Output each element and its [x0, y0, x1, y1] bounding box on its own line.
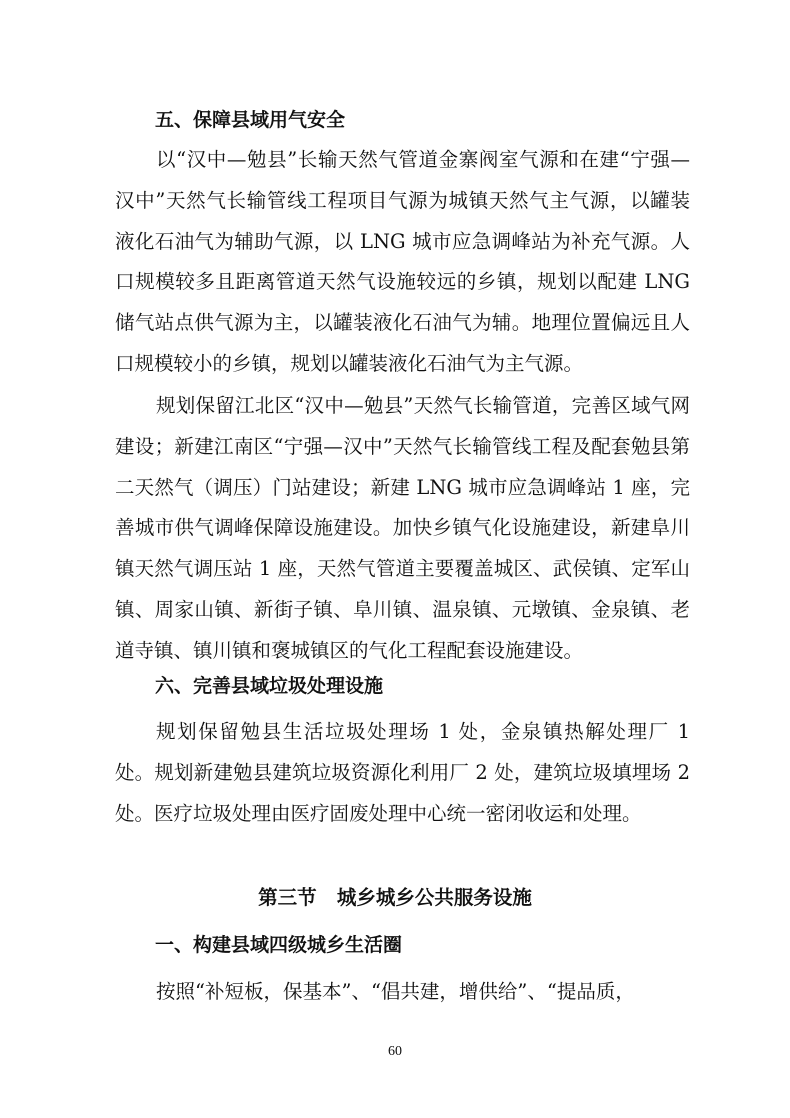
heading-6: 六、完善县域垃圾处理设施 [155, 675, 384, 697]
page-number: 60 [388, 1044, 402, 1059]
paragraph-waste: 规划保留勉县生活垃圾处理场 1 处，金泉镇热解处理厂 1 处。规划新建勉县建筑垃圾资源化利用厂 2 处，建筑垃圾填埋场 2 处。医疗垃圾处理由医疗固废处理中心统一密闭收运和处理。 [115, 720, 690, 825]
paragraph-gas-sources: 以“汉中—勉县”长输天然气管道金寨阀室气源和在建“宁强—汉中”天然气长输管线工程项目气源为城镇天然气主气源，以罐装液化石油气为辅助气源，以 LNG 城市应急调峰站为补充气源。人口规模较多且距离管道天然气设施较远的乡镇，规划以配建 LNG 储气站点供气源为主，以罐装液化石油气为辅。地理位置偏远且人口规模较小的乡镇，规划以罐装液化石油气为主气源。 [115, 148, 690, 375]
heading-5: 五、保障县域用气安全 [155, 109, 346, 131]
section-title: 第三节 城乡城乡公共服务设施 [258, 886, 532, 909]
heading-1: 一、构建县域四级城乡生活圈 [155, 934, 403, 956]
paragraph-living-circle: 按照“补短板，保基本”、“倡共建，增供给”、“提品质， [156, 980, 635, 1003]
paragraph-gas-network: 规划保留江北区“汉中—勉县”天然气长输管道，完善区域气网建设；新建江南区“宁强—汉中”天然气长输管线工程及配套勉县第二天然气（调压）门站建设；新建 LNG 城市应急调峰站 1 座，完善城市供气调峰保障设施建设。加快乡镇气化设施建设，新建阜川镇天然气调压站 1 座，天然气管道主要覆盖城区、武侯镇、定军山镇、周家山镇、新街子镇、阜川镇、温泉镇、元墩镇、金泉镇、老道寺镇、镇川镇和褒城镇区的气化工程配套设施建设。 [115, 394, 690, 662]
